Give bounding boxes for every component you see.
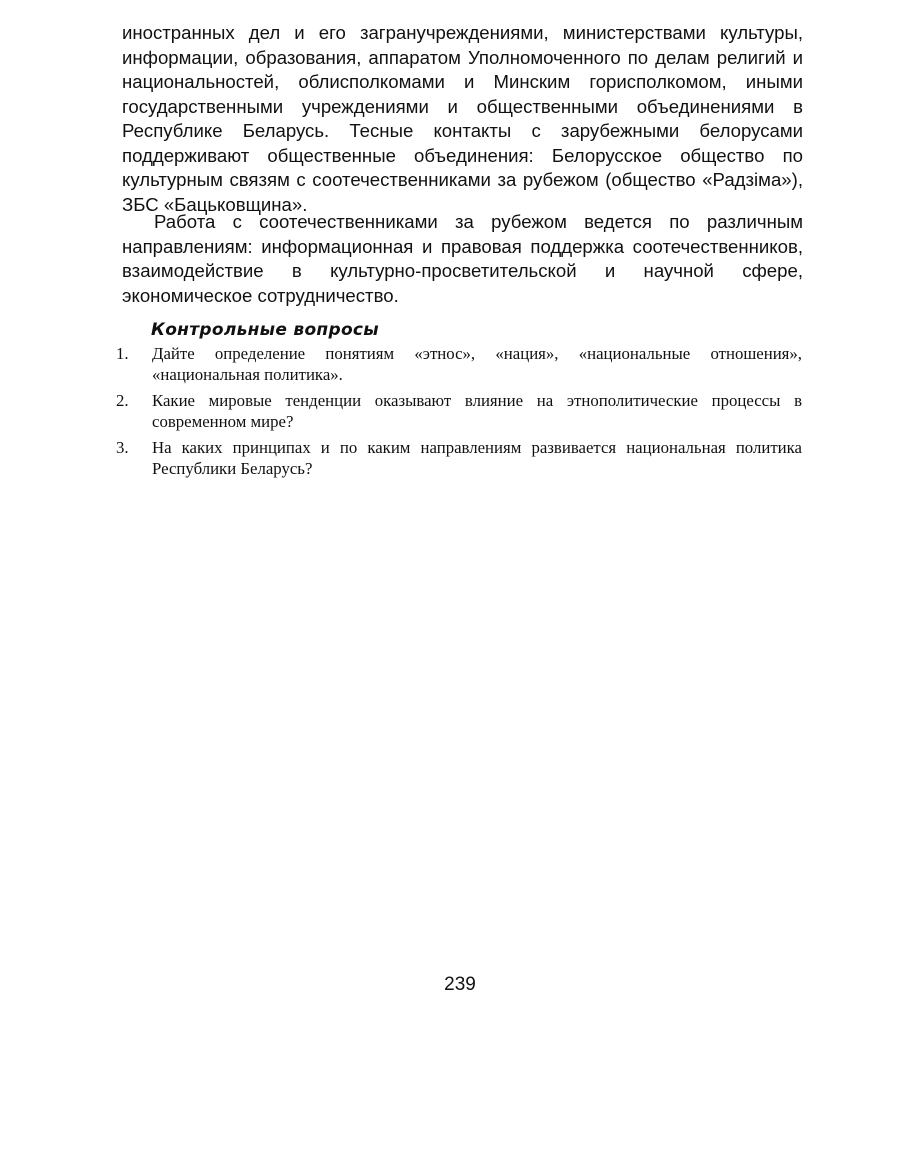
page-number: 239	[444, 974, 476, 995]
question-text: На каких принципах и по каким направлениям развивается национальная политика Республики Беларусь?	[152, 438, 802, 478]
paragraph-text: иностранных дел и его загранучреждениями, министерствами культуры, информации, образования, аппаратом Уполномоченного по делам религий и национальностей, облисполкомами и Минским горисполкомом, иными государственными учреждениями и общественными объединениями в Республике Беларусь. Тесные контакты с зарубежными белорусами поддерживают общественные объединения: Белорусское общество по культурным связям с соотечественниками за рубежом (общество «Радзіма»), ЗБС «Бацьковщина».	[122, 22, 803, 215]
section-heading: Контрольные вопросы	[151, 320, 379, 340]
questions-list	[116, 343, 802, 484]
question-number: 2.	[116, 391, 129, 410]
paragraph-text: Работа с соотечественниками за рубежом ведется по различным направлениям: информационная и правовая поддержка соотечественников, взаимодействие в культурно-просветительской и научной сфере, экономическое сотрудничество.	[122, 211, 803, 306]
question-item	[116, 437, 802, 479]
question-text: Дайте определение понятиям «этнос», «нация», «национальные отношения», «национальная политика».	[152, 344, 802, 384]
body-paragraph-1	[122, 21, 803, 217]
question-item	[116, 390, 802, 432]
question-text: Какие мировые тенденции оказывают влияние на этнополитические процессы в современном мире?	[152, 391, 802, 431]
question-number: 1.	[116, 344, 129, 363]
question-number: 3.	[116, 438, 129, 457]
question-item	[116, 343, 802, 385]
body-paragraph-2	[122, 210, 803, 308]
